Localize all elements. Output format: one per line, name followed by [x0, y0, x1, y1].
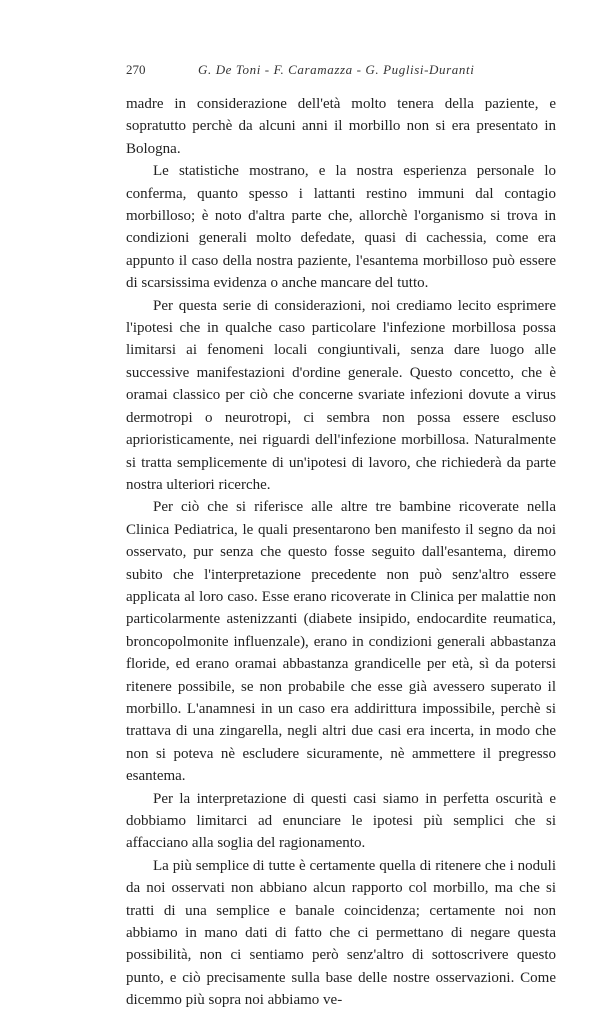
paragraph-4: Per ciò che si riferisce alle altre tre bambine ricoverate nella Clinica Pediatrica, le quali presentarono ben manifesto il segno da noi osservato, pur senza che questo fosse seguito dall'esantema, diremo subito che l'interpretazione precedente non può senz'altro essere applicata al loro caso. Esse erano ricoverate in Clinica per malattie non particolarmente astenizzanti (diabete insipido, endocardite reumatica, broncopolmonite influenzale), erano in condizioni generali abbastanza floride, ed erano oramai abbastanza grandicelle per età, sì da potersi ritenere possibile, se non probabile che esse già avessero superato il morbillo. L'anamnesi in un caso era addirittura impossibile, perchè si trattava di una zingarella, negli altri due casi era incerta, in modo che non si poteva nè escludere sicuramente, nè ammettere il pregresso esantema. [126, 499, 556, 785]
paragraph-3: Per questa serie di considerazioni, noi crediamo lecito esprimere l'ipotesi che in qualche caso particolare l'infezione morbillosa possa limitarsi ai fenomeni locali congiuntivali, senza dare luogo alle successive manifestazioni d'ordine generale. Questo concetto, che è oramai classico per ciò che concerne svariate infezioni dovute a virus dermotropi o neurotropi, ci sembra non possa essere escluso aprioristicamente, nei riguardi dell'infezione morbillosa. Naturalmente si tratta semplicemente di un'ipotesi di lavoro, che richiederà da parte nostra ulteriori ricerche. [126, 297, 556, 493]
body-text [126, 93, 556, 1012]
paragraph-1: madre in considerazione dell'età molto tenera della paziente, e sopratutto perchè da alcuni anni il morbillo non si era presentato in Bologna. [126, 96, 556, 157]
paragraph-6: La più semplice di tutte è certamente quella di ritenere che i noduli da noi osservati non abbiano alcun rapporto col morbillo, ma che si tratti di una semplice e banale coincidenza; certamente noi non abbiamo in mano dati di fatto che ci permettano di negare questa possibilità, non ci sentiamo però senz'altro di sottoscrivere questo punto, e ciò precisamente sulla base delle nostre osservazioni. Come dicemmo più sopra noi abbiamo ve- [126, 857, 556, 1009]
paragraph-2: Le statistiche mostrano, e la nostra esperienza personale lo conferma, quanto spesso i lattanti restino immuni dal contagio morbilloso; è noto d'altra parte che, allorchè l'organismo si trova in condizioni generali molto defedate, quasi di cachessia, come era appunto il caso della nostra paziente, l'esantema morbilloso può essere di scarsissima evidenza o anche mancare del tutto. [126, 163, 556, 292]
page-number: 270 [126, 62, 146, 77]
running-head-authors: G. De Toni - F. Caramazza - G. Puglisi-Duranti [198, 62, 475, 77]
paragraph-5: Per la interpretazione di questi casi siamo in perfetta oscurità e dobbiamo limitarci ad enunciare le ipotesi più semplici che si affacciano alla soglia del ragionamento. [126, 790, 556, 852]
